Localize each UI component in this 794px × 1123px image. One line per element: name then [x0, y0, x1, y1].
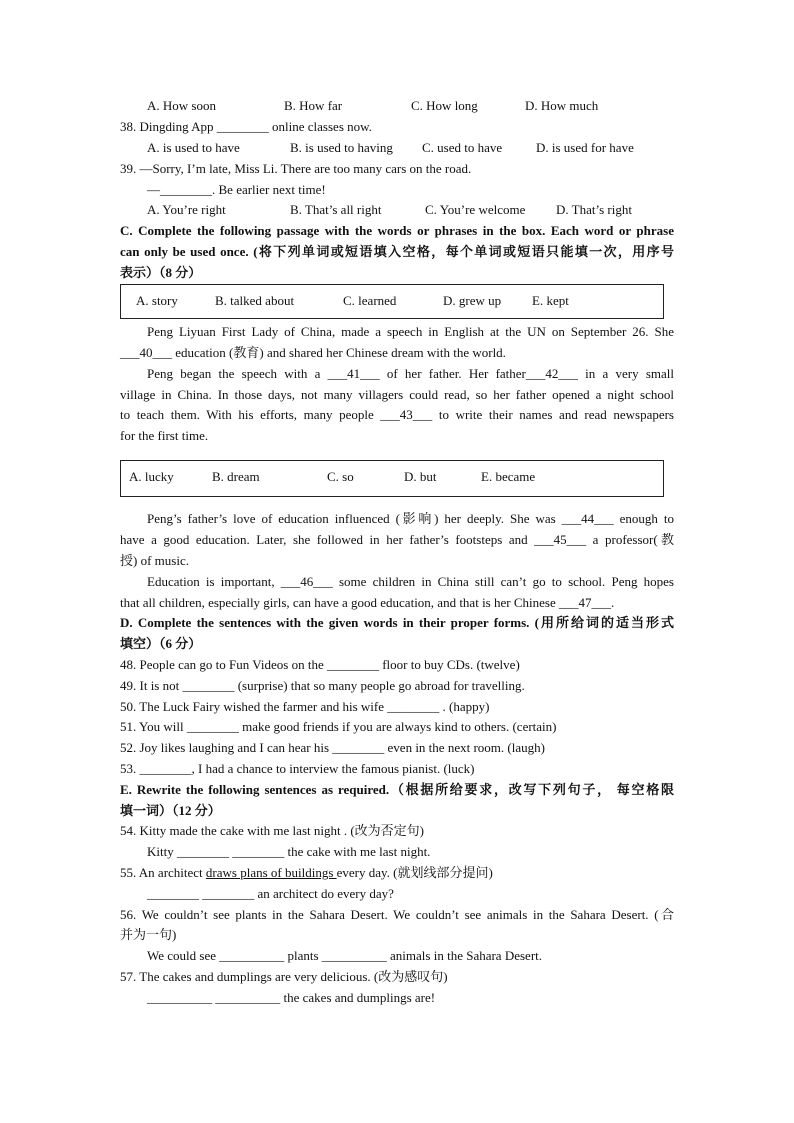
q37-option-a: A. How soon [147, 98, 216, 113]
word-box-1-d: D. grew up [443, 293, 502, 308]
q37-option-c: C. How long [411, 98, 478, 113]
q55-answer-line: ________ ________ an architect do every day? [147, 886, 394, 901]
q54: 54. Kitty made the cake with me last night . (改为否定句) [120, 823, 424, 838]
q39-line1: 39. —Sorry, I’m late, Miss Li. There are too many cars on the road. [120, 161, 472, 176]
word-box-1-a: A. story [136, 293, 178, 308]
passage-p4-line1: Education is important, ___46___ some children in China still can’t go to school. Peng hopes [147, 574, 674, 589]
q38-stem: 38. Dingding App ________ online classes now. [120, 119, 372, 134]
q38-option-d: D. is used for have [536, 140, 634, 155]
passage-p3-line3: 授) of music. [120, 553, 189, 568]
q57-answer-line: __________ __________ the cakes and dumplings are! [147, 990, 436, 1005]
q38-option-a: A. is used to have [147, 140, 240, 155]
section-d-heading-1: D. Complete the sentences with the given words in their proper forms. (用所给词的适当形式 [120, 615, 674, 630]
section-d-heading-2: 填空）（6 分） [120, 636, 202, 651]
word-box-2-e: E. became [481, 469, 536, 484]
word-box-1-e: E. kept [532, 293, 569, 308]
q57: 57. The cakes and dumplings are very delicious. (改为感叹句) [120, 969, 448, 984]
q38-option-c: C. used to have [422, 140, 503, 155]
q55-suffix: every day. (就划线部分提问) [336, 865, 493, 880]
section-c-heading-1: C. Complete the following passage with the words or phrases in the box. Each word or phrase [120, 223, 674, 238]
passage-p2-line1: Peng began the speech with a ___41___ of her father. Her father___42___ in a very small [147, 366, 674, 381]
q50: 50. The Luck Fairy wished the farmer and his wife ________ . (happy) [120, 699, 490, 714]
q39-option-b: B. That’s all right [290, 202, 382, 217]
passage-p3-line1: Peng’s father’s love of education influenced (影响) her deeply. She was ___44___ enough to [147, 511, 674, 526]
q38-option-b: B. is used to having [290, 140, 393, 155]
q55-prefix: 55. An architect [120, 865, 206, 880]
q54-answer-line: Kitty ________ ________ the cake with me last night. [147, 844, 431, 859]
word-box-1-c: C. learned [343, 293, 397, 308]
word-box-2 [120, 460, 664, 497]
word-box-2-d: D. but [404, 469, 437, 484]
q56-line2: 并为一句) [120, 927, 177, 942]
q39-option-a: A. You’re right [147, 202, 226, 217]
q39-line2: —________. Be earlier next time! [147, 182, 326, 197]
q37-option-d: D. How much [525, 98, 599, 113]
q48: 48. People can go to Fun Videos on the ________ floor to buy CDs. (twelve) [120, 657, 520, 672]
q39-option-c: C. You’re welcome [425, 202, 526, 217]
word-box-2-a: A. lucky [129, 469, 174, 484]
passage-p2-line3: to teach them. With his efforts, many people ___43___ to write their names and read newspapers [120, 407, 674, 422]
passage-p2-line2: village in China. In those days, not many villagers could read, so her father opened a night school [120, 387, 674, 402]
section-c-heading-2: can only be used once. (将下列单词或短语填入空格，每个单词或短语只能填一次，用序号 [120, 244, 674, 259]
passage-p2-line4: for the first time. [120, 428, 209, 443]
q55 [120, 864, 493, 882]
passage-p4-line2: that all children, especially girls, can have a good education, and that is her Chinese ___47___. [120, 595, 615, 610]
q56-answer-line: We could see __________ plants __________ animals in the Sahara Desert. [147, 948, 543, 963]
section-e-heading-1: E. Rewrite the following sentences as required.（根据所给要求，改写下列句子， 每空格限 [120, 782, 674, 797]
word-box-1-b: B. talked about [215, 293, 295, 308]
passage-p1-line1: Peng Liyuan First Lady of China, made a speech in English at the UN on September 26. She [147, 324, 674, 339]
q55-underlined-part: draws plans of buildings [205, 865, 337, 880]
word-box-2-b: B. dream [212, 469, 260, 484]
q39-option-d: D. That’s right [556, 202, 632, 217]
section-e-heading-2: 填一词）（12 分） [120, 803, 221, 818]
q49: 49. It is not ________ (surprise) that so many people go abroad for travelling. [120, 678, 525, 693]
q56-line1: 56. We couldn’t see plants in the Sahara Desert. We couldn’t see animals in the Sahara Desert. (合 [120, 907, 674, 922]
q37-option-b: B. How far [284, 98, 343, 113]
section-c-heading-3: 表示）（8 分） [120, 265, 202, 280]
passage-p1-line2: ___40___ education (教育) and shared her Chinese dream with the world. [120, 345, 506, 360]
q52: 52. Joy likes laughing and I can hear his ________ even in the next room. (laugh) [120, 740, 545, 755]
q51: 51. You will ________ make good friends if you are always kind to others. (certain) [120, 719, 557, 734]
word-box-2-c: C. so [327, 469, 354, 484]
q53: 53. ________, I had a chance to interview the famous pianist. (luck) [120, 761, 475, 776]
passage-p3-line2: have a good education. Later, she followed in her father’s footsteps and ___45___ a professor(教 [120, 532, 674, 547]
